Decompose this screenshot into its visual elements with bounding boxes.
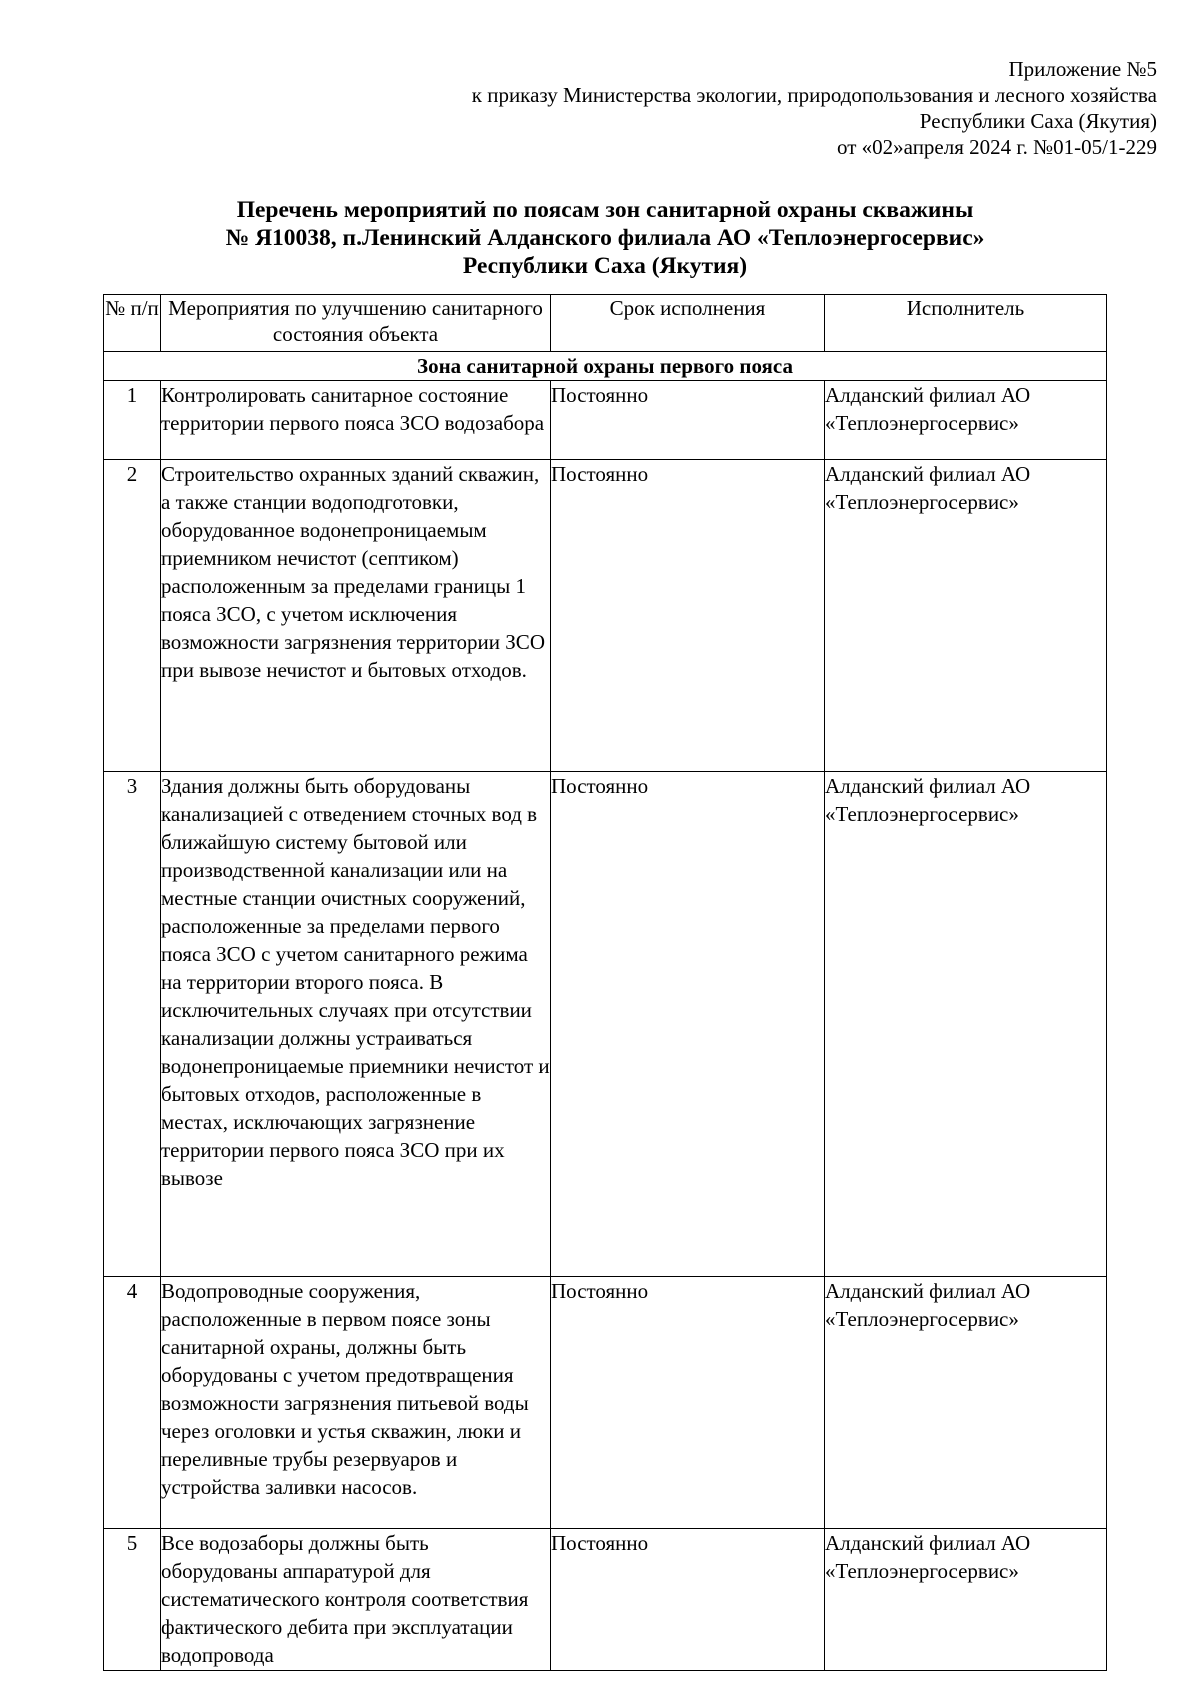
order-reference: к приказу Министерства экологии, природопользования и лесного хозяйства [471,83,1157,107]
column-header-num: № п/п [104,295,161,352]
row-executor: Алданский филиал АО «Теплоэнергосервис» [825,1277,1107,1529]
activities-table [103,294,1107,1671]
row-number: 3 [104,772,161,1277]
row-term: Постоянно [551,381,825,460]
row-number: 1 [104,381,161,460]
title-line-2: № Я10038, п.Ленинский Алданского филиала АО «Теплоэнергосервис» [225,225,985,251]
title-line-1: Перечень мероприятий по поясам зон санитарной охраны скважины [236,197,974,223]
row-term: Постоянно [551,1529,825,1671]
document-header [472,56,1157,160]
table-row [104,460,1107,772]
column-header-term: Срок исполнения [551,295,825,352]
row-executor: Алданский филиал АО «Теплоэнергосервис» [825,460,1107,772]
table-row [104,1529,1107,1671]
table-row [104,772,1107,1277]
row-executor: Алданский филиал АО «Теплоэнергосервис» [825,381,1107,460]
column-header-activity: Мероприятия по улучшению санитарного состояния объекта [161,295,551,352]
row-executor: Алданский филиал АО «Теплоэнергосервис» [825,1529,1107,1671]
title-line-3: Республики Саха (Якутия) [462,253,748,279]
document-title [100,196,1110,280]
row-number: 5 [104,1529,161,1671]
table-row [104,1277,1107,1529]
column-header-executor: Исполнитель [825,295,1107,352]
table-header-row [104,295,1107,352]
section-title: Зона санитарной охраны первого пояса [104,352,1107,381]
row-activity: Все водозаборы должны быть оборудованы аппаратурой для систематического контроля соответствия фактического дебита при эксплуатации водопровода [161,1529,551,1671]
row-activity: Строительство охранных зданий скважин, а также станции водоподготовки, оборудованное водонепроницаемым приемником нечистот (септиком) расположенным за пределами границы 1 пояса ЗСО, с учетом исключения возможности загрязнения территории ЗСО при вывозе нечистот и бытовых отходов. [161,460,551,772]
row-term: Постоянно [551,1277,825,1529]
order-date-number: от «02»апреля 2024 г. №01-05/1-229 [837,135,1157,159]
row-activity: Контролировать санитарное состояние территории первого пояса ЗСО водозабора [161,381,551,460]
republic-name: Республики Саха (Якутия) [919,109,1157,133]
section-row [104,352,1107,381]
row-term: Постоянно [551,460,825,772]
row-activity: Водопроводные сооружения, расположенные в первом поясе зоны санитарной охраны, должны быть оборудованы с учетом предотвращения возможности загрязнения питьевой воды через оголовки и устья скважин, люки и переливные трубы резервуаров и устройства заливки насосов. [161,1277,551,1529]
row-number: 2 [104,460,161,772]
table-row [104,381,1107,460]
row-term: Постоянно [551,772,825,1277]
row-number: 4 [104,1277,161,1529]
appendix-label: Приложение №5 [1008,57,1157,81]
row-executor: Алданский филиал АО «Теплоэнергосервис» [825,772,1107,1277]
row-activity: Здания должны быть оборудованы канализацией с отведением сточных вод в ближайшую систему бытовой или производственной канализации или на местные станции очистных сооружений, расположенные за пределами первого пояса ЗСО с учетом санитарного режима на территории второго пояса. В исключительных случаях при отсутствии канализации должны устраиваться водонепроницаемые приемники нечистот и бытовых отходов, расположенные в местах, исключающих загрязнение территории первого пояса ЗСО при их вывозе [161,772,551,1277]
